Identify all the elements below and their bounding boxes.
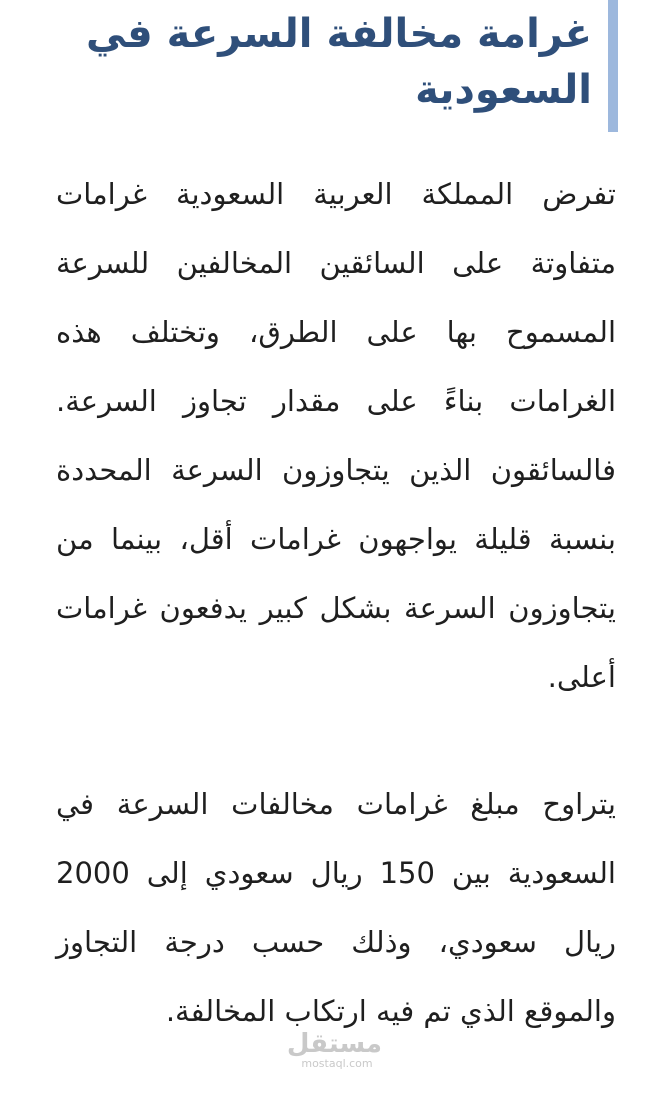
article-body [56,160,616,1046]
article-paragraph-2: يتراوح مبلغ غرامات مخالفات السرعة في السعودية بين 150 ريال سعودي إلى 2000 ريال سعودي، وذلك حسب درجة التجاوز والموقع الذي تم فيه ارتكاب المخالفة. [56,787,616,1028]
mostaql-watermark-logo [286,1029,382,1070]
heading-block [58,0,618,132]
article-paragraph-1: تفرض المملكة العربية السعودية غرامات متفاوتة على السائقين المخالفين للسرعة المسموح بها على الطرق، وتختلف هذه الغرامات بناءً على مقدار تجاوز السرعة. فالسائقون الذين يتجاوزون السرعة المحددة بنسبة قليلة يواجهون غرامات أقل، بينما من يتجاوزون السرعة بشكل كبير يدفعون غرامات أعلى. [56,177,616,694]
article-heading: غرامة مخالفة السرعة في السعودية [86,11,592,113]
watermark-arabic-text: مستقل [286,1029,382,1059]
paragraph-spacer [56,712,616,770]
watermark-latin-text: mostaql.com [301,1057,373,1070]
